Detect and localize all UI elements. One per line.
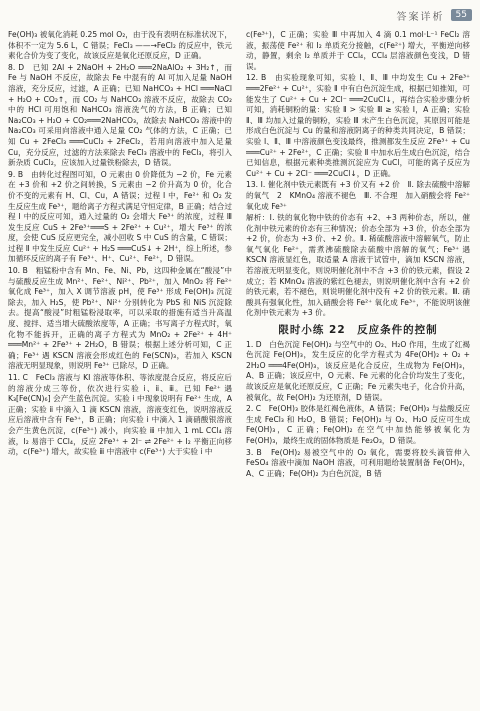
paragraph: 2. C Fe(OH)₃ 胶体是红褐色液体，A 错误；Fe(OH)₃ 与盐酸反应生成 FeCl₃ 和 H₂O，B 错误；Fe(OH)₂ 与 O₂、H₂O 反应可生成 Fe(OH)₃，C 正确；Fe(OH)₂ 在空气中加热能够被氧化为 Fe(OH)₃，最终生成的固体物质是 Fe₂O₃，D 错误。 [246,404,470,445]
paragraph: 10. B 粗锰粉中含有 Mn、Fe、Ni、Pb，这四种金属在“酸浸”中与硫酸反应生成 Mn²⁺、Fe²⁺、Ni²⁺、Pb²⁺，加入 MnO₂ 将 Fe²⁺ 氧化成 Fe³⁺，加入 X 调节溶液 pH，使 Fe³⁺ 形成 Fe(OH)₃ 沉淀除去，加入 H₂S，使 Pb²⁺、Ni²⁺ 分别转化为 PbS 和 NiS 沉淀除去。提高“酸浸”时粗锰粉浸取率，可以采取的措施有适当升高温度、搅拌、适当增大硫酸浓度等，A 正确；书写离子方程式时，氧化物不能拆开，正确的离子方程式为 MnO₂ + 2Fe²⁺ + 4H⁺ ═══Mn²⁺ + 2Fe³⁺ + 2H₂O，B 错误；根据上述分析可知，C 正确；Fe³⁺ 遇 KSCN 溶液会形成红色的 Fe(SCN)₃，若加入 KSCN 溶液无明显现象，则说明 Fe³⁺ 已除尽，D 正确。 [8,266,232,371]
paragraph: 13. Ⅰ. 催化剂中铁元素既有 +3 价又有 +2 价 Ⅱ. 除去硫酸中溶解的氧气 2 KMnO₄ 溶液不褪色 Ⅲ. 不合理 加入硝酸会将 Fe²⁺ 氧化成 Fe³⁺ [246,180,470,211]
paragraph: 1. D 白色沉淀 Fe(OH)₂ 与空气中的 O₂、H₂O 作用，生成了红褐色沉淀 Fe(OH)₃，发生反应的化学方程式为 4Fe(OH)₂ + O₂ + 2H₂O ═══4Fe(OH)₃，该反应是化合反应，生成物为 Fe(OH)₃，A、B 正确；该反应中，O 元素、Fe 元素的化合价均发生了变化，故该反应是氧化还原反应，C 正确；Fe 元素失电子，化合价升高，被氧化，故 Fe(OH)₂ 为还原剂，D 错误。 [246,339,470,402]
paragraph: 3. B Fe(OH)₂ 易被空气中的 O₂ 氧化，需要将胶头滴管伸入 FeSO₄ 溶液中滴加 NaOH 溶液，可利用题给装置制备 Fe(OH)₂，A、C 正确；Fe(OH)₂ 为白色沉淀，B 错 [246,447,470,478]
section-title: 限时小练 22 反应条件的控制 [278,324,438,337]
paragraph: 12. B 由实验现象可知，实验 Ⅰ、Ⅱ、Ⅲ 中均发生 Cu + 2Fe³⁺ ═══2Fe²⁺ + Cu²⁺，实验 Ⅱ 中有白色沉淀生成，根据已知推知，可能发生了 Cu²⁺ + Cu + 2Cl⁻ ═══2CuCl↓，再结合实验步骤分析可知，消耗铜粉的量：实验 Ⅱ > 实验 Ⅲ ≥ 实验 Ⅰ，A 正确；实验 Ⅱ、Ⅲ 均加入过量的铜粉，实验 Ⅲ 未产生白色沉淀，其原因可能是形成白色沉淀与 Cu 的量和溶液阴离子的种类共同决定，B 错误；实验 Ⅰ、Ⅱ、Ⅲ 中溶液颜色变浅最终，推测都发生反应 2Fe³⁺ + Cu ═══Cu²⁺ + 2Fe²⁺，C 正确；实验 Ⅱ 中加水后生成白色沉淀，结合已知信息，根据元素种类推测沉淀应为 CuCl，可能的离子反应为 Cu²⁺ + Cu + 2Cl⁻ ═══2CuCl↓，D 正确。 [246,73,470,178]
right-column [246,30,470,702]
header-title: 答案详析 [396,11,445,23]
page-number: 55 [451,9,472,21]
page-header [397,6,472,24]
paragraph: 解析：Ⅰ. 铁的氧化物中铁的价态有 +2、+3 两种价态，所以，催化剂中铁元素的价态有三种情况；价态全部为 +3 价，价态全部为 +2 价，价态为 +3 价、+2 价。Ⅱ. 稀硫酸溶液中溶解氧气，防止氧气氧化 Fe²⁺，需煮沸硫酸除去硫酸中溶解的氧气；Fe³⁺ 遇 KSCN 溶液显红色，取适量 A 溶液于试管中，滴加 KSCN 溶液，若溶液无明显变化，则说明催化剂中不含 +3 价的铁元素，假设 2 成立；若 KMnO₄ 溶液的紫红色褪去，则说明催化剂中含有 +2 价的铁元素，若不褪色，则说明催化剂中没有 +2 价的铁元素。Ⅲ. 硝酸具有强氧化性，加入硝酸会将 Fe²⁺ 氧化成 Fe³⁺，不能说明该催化剂中铁元素为 +3 价。 [246,213,470,318]
paragraph: c(Fe³⁺)，C 正确；实验 Ⅲ 中再加入 4 滴 0.1 mol·L⁻¹ FeCl₂ 溶液，振荡使 Fe²⁺ 和 I₂ 单质充分接触，c(Fe²⁺) 增大，平衡逆向移动，静置，剩余 I₂ 单质并于 CCl₄，CCl₄ 层溶液颜色变浅，D 错误。 [246,30,470,71]
paragraph: 11. C FeCl₃ 溶液与 KI 溶液等体积、等浓度混合反应，将反应后的溶液分成三等份，依次进行实验 ⅰ、ⅱ、ⅲ。已知 Fe²⁺ 遇 K₃[Fe(CN)₆] 会产生蓝色沉淀。实验 ⅰ 中现象说明有 Fe²⁺ 生成，A 正确；实验 ⅱ 中滴入 1 滴 KSCN 溶液，溶液变红色，说明溶液反应后溶液中含有 Fe³⁺，B 正确；向实验 ⅰ 中滴入 1 滴硝酸银溶液会产生黄色沉淀，c(Fe³⁺) 减小，向实验 ⅲ 中加入 1 mL CCl₄ 溶液，I₂ 易溶于 CCl₄，反应 2Fe³⁺ + 2I⁻ ⇌ 2Fe²⁺ + I₂ 平衡正向移动，c(Fe³⁺) 增大，故实验 ⅲ 中溶液中 c(Fe³⁺) 大于实验 ⅰ 中 [8,373,232,457]
paragraph: Fe(OH)₃ 被氧化消耗 0.25 mol O₂，由于没有表明在标准状况下，体积不一定为 5.6 L，C 错误；FeCl₃ ——→FeCl₂ 的反应中，铁元素化合价为变了变化，故该反应是氧化还原反应，D 正确。 [8,30,232,61]
paragraph: 8. D 已知 2Al + 2NaOH + 2H₂O ═══2NaAlO₂ + 3H₂↑，而 Fe 与 NaOH 不反应，故除去 Fe 中混有的 Al 可加入足量 NaOH 溶液，充分反应，过滤，A 正确；已知 NaHCO₃ + HCl ═══NaCl + H₂O + CO₂↑，而 CO₂ 与 NaHCO₃ 溶液不反应，故除去 CO₂ 中的 HCl 可用饱和 NaHCO₃ 溶液洗气的方法，B 正确；已知 Na₂CO₃ + H₂O + CO₂═══2NaHCO₃，故除去 NaHCO₃ 溶液中的 Na₂CO₃ 可采用向溶液中通入足量 CO₂ 气体的方法，C 正确；已知 Cu + 2FeCl₃ ═══CuCl₂ + 2FeCl₂，若用向溶液中加入足量 Cu，充分反应，过滤的方法来除去 FeCl₃ 溶液中的 FeCl₃，将引入新杂质 CuCl₂，应该加入过量铁粉除去，D 错误。 [8,62,232,168]
left-column [8,30,232,702]
paragraph: 9. B 由转化过程图可知，O 元素由 0 价降低为 −2 价，Fe 元素在 +3 价和 +2 价之间转换，S 元素由 −2 价升高为 0 价，化合价不变的元素有 H、Cl、Cu，A 错误；过程 Ⅰ 中，Fe²⁺ 和 O₂ 发生反应生成 Fe³⁺，题给离子方程式满足守恒定律，B 正确；结合过程 Ⅰ 中的反应可知，通入过量的 O₂ 会增大 Fe³⁺ 的浓度，过程 Ⅲ 发生反应 CuS + 2Fe³⁺═══S + 2Fe²⁺ + Cu²⁺，增大 Fe³⁺ 的浓度，会使 CuS 反应更完全，减小回收 S 中 CuS 的含量，C 错误；过程 Ⅱ 中发生反应 Cu²⁺ + H₂S ═══CuS↓ + 2H⁺，综上所述，参加循环反应的离子有 Fe³⁺、H⁺、Cu²⁺、Fe²⁺，D 错误。 [8,169,232,264]
